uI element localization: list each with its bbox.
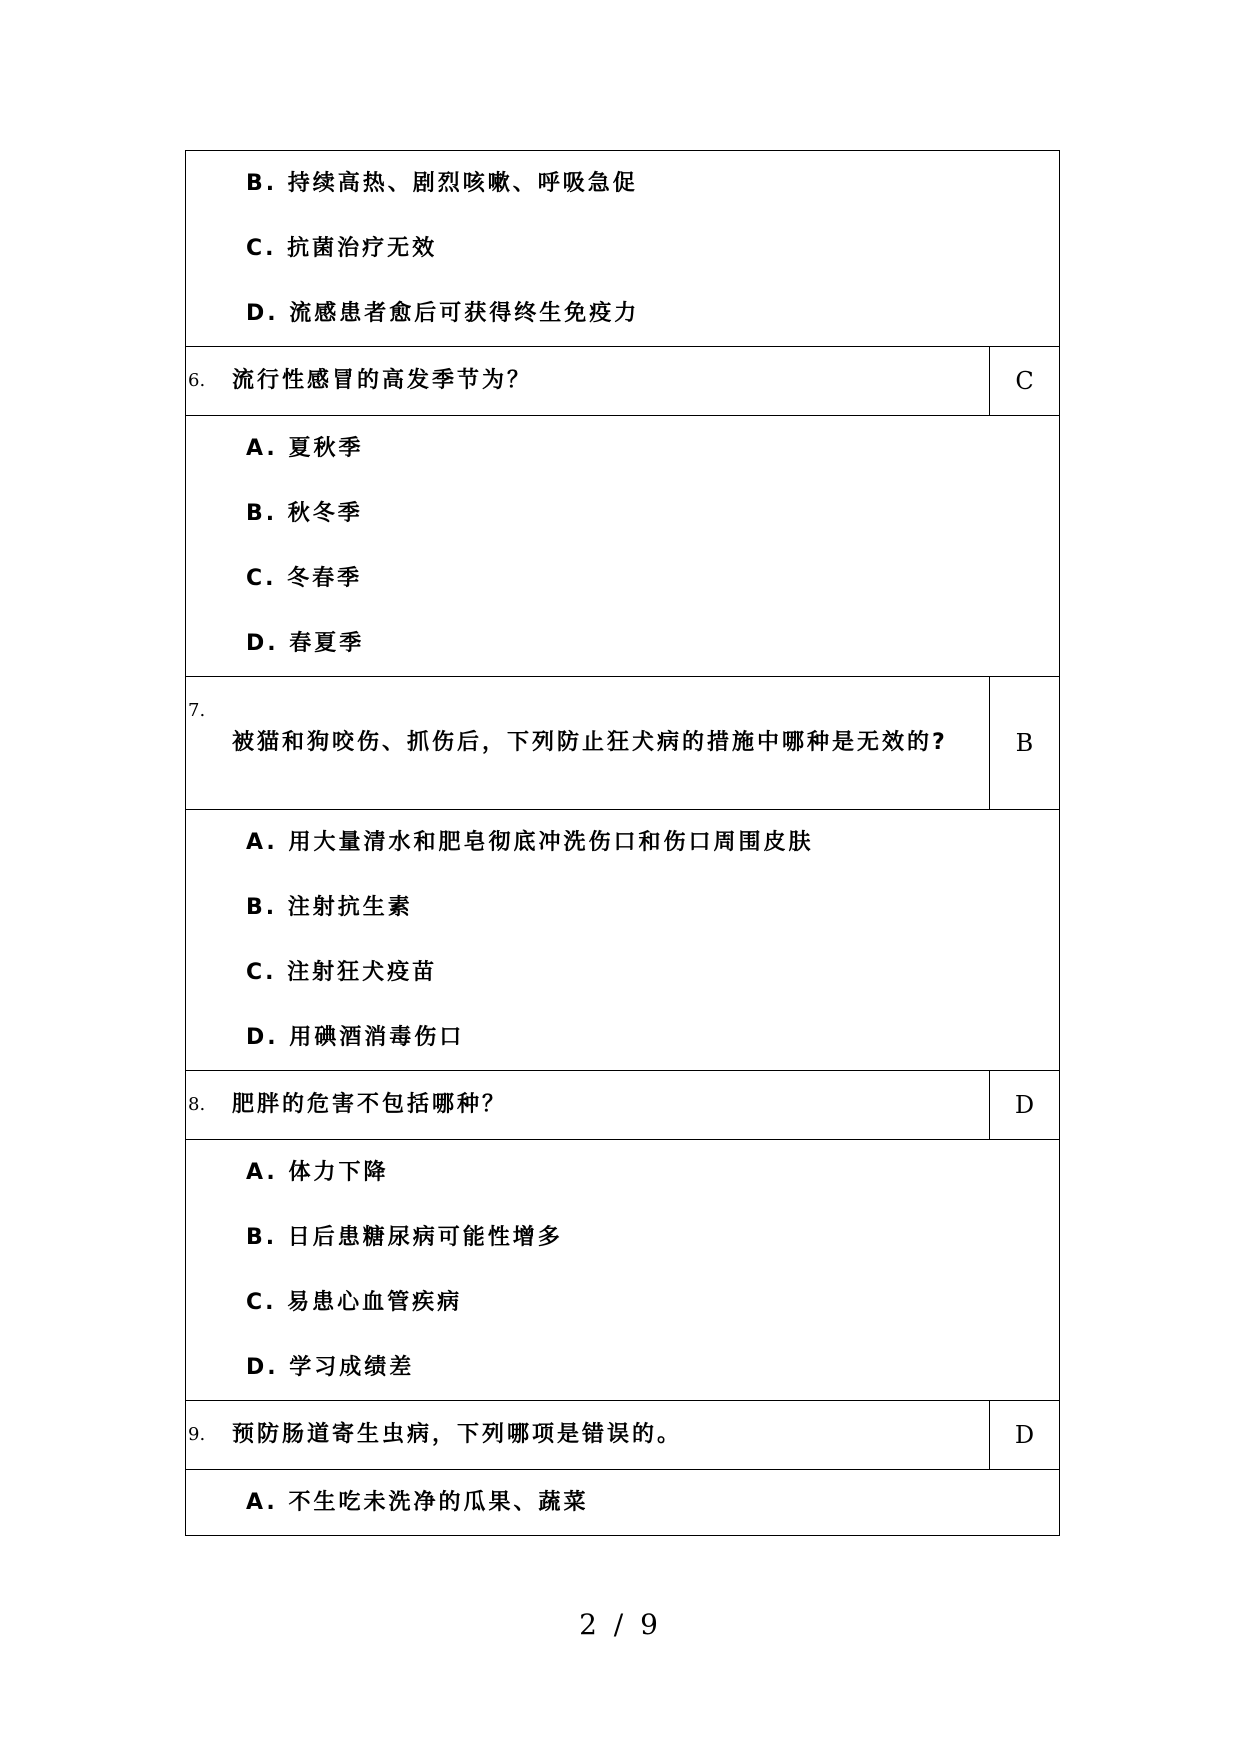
question-number: 9. (188, 1424, 206, 1445)
question-cell (186, 677, 990, 810)
option-item: A. 夏秋季 (246, 436, 364, 461)
question-text: 预防肠道寄生虫病，下列哪项是错误的。 (232, 1422, 683, 1447)
options-cell (186, 151, 1060, 347)
options-cell (186, 1470, 1060, 1536)
question-text: 被猫和狗咬伤、抓伤后，下列防止狂犬病的措施中哪种是无效的? (232, 730, 948, 755)
question-number: 7. (188, 700, 206, 721)
option-item: C. 抗菌治疗无效 (246, 236, 438, 261)
options-cell (186, 1140, 1060, 1401)
question-row (186, 347, 1060, 416)
option-item: A. 不生吃未洗净的瓜果、蔬菜 (246, 1490, 589, 1515)
answer-cell: D (990, 1071, 1060, 1140)
options-cell (186, 416, 1060, 677)
question-row (186, 1071, 1060, 1140)
question-row (186, 677, 1060, 810)
question-number: 8. (188, 1094, 206, 1115)
quiz-table (185, 150, 1060, 1536)
answer-cell: D (990, 1401, 1060, 1470)
question-row (186, 1401, 1060, 1470)
option-item: D. 学习成绩差 (246, 1355, 415, 1380)
option-item: B. 秋冬季 (246, 501, 363, 526)
options-cell (186, 810, 1060, 1071)
option-item: B. 注射抗生素 (246, 895, 413, 920)
answer-cell: B (990, 677, 1060, 810)
question-cell (186, 347, 990, 416)
options-row (186, 1470, 1060, 1536)
answer-cell: C (990, 347, 1060, 416)
question-cell (186, 1401, 990, 1470)
page-number: 2 / 9 (579, 1608, 662, 1641)
options-row (186, 1140, 1060, 1401)
option-item: A. 用大量清水和肥皂彻底冲洗伤口和伤口周围皮肤 (246, 830, 814, 855)
option-item: B. 日后患糖尿病可能性增多 (246, 1225, 563, 1250)
option-item: D. 春夏季 (246, 631, 365, 656)
question-number: 6. (188, 370, 206, 391)
question-cell (186, 1071, 990, 1140)
option-item: A. 体力下降 (246, 1160, 389, 1185)
question-text: 肥胖的危害不包括哪种？ (232, 1092, 508, 1117)
options-row (186, 810, 1060, 1071)
question-text: 流行性感冒的高发季节为？ (232, 368, 533, 393)
option-item: D. 用碘酒消毒伤口 (246, 1025, 465, 1050)
option-item: C. 易患心血管疾病 (246, 1290, 463, 1315)
options-row (186, 416, 1060, 677)
option-item: C. 冬春季 (246, 566, 363, 591)
options-row (186, 151, 1060, 347)
option-item: B. 持续高热、剧烈咳嗽、呼吸急促 (246, 171, 638, 196)
option-item: C. 注射狂犬疫苗 (246, 960, 438, 985)
option-item: D. 流感患者愈后可获得终生免疫力 (246, 301, 640, 326)
